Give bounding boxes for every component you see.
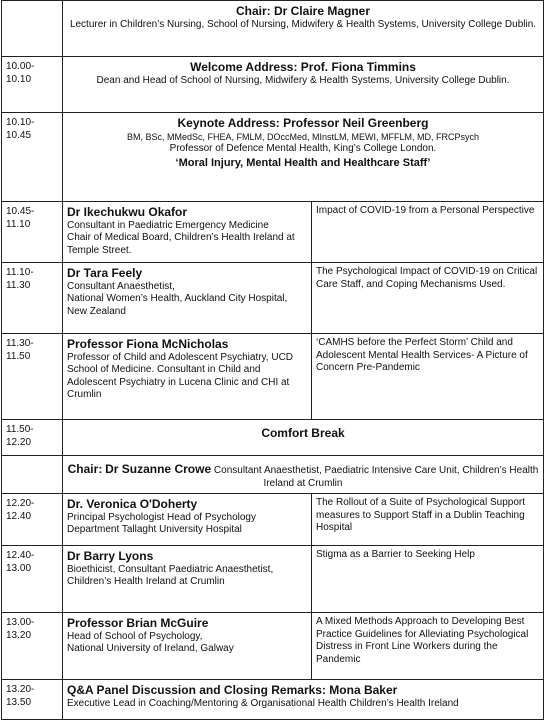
speaker-name: Dr Tara Feely [67, 266, 143, 280]
talk-cell: A Mixed Methods Approach to Developing Best Practice Guidelines for Alleviating Psychological Distress in Front Line Workers during the Pandemic [312, 613, 544, 680]
chair-cell [63, 456, 544, 494]
closing-description: Executive Lead in Coaching/Mentoring & Organisational Health Children’s Health Ireland [67, 697, 459, 709]
chair-row [2, 456, 544, 494]
speaker-name: Professor Fiona McNicholas [67, 337, 229, 351]
speaker-cell [63, 202, 312, 263]
speaker-cell [63, 263, 312, 334]
break-title: Comfort Break [261, 426, 345, 440]
time-cell [2, 1, 63, 57]
speaker-role: Principal Psychologist Head of Psychology Department Tallaght University Hospital [67, 511, 256, 535]
speaker-name: Dr. Veronica O'Doherty [67, 497, 198, 511]
speaker-role: Head of School of Psychology, National University of Ireland, Galway [67, 630, 234, 654]
time-cell: 10.45- 11.10 [2, 202, 63, 263]
keynote-qualifications: BM, BSc, MMedSc, FHEA, FMLM, DOccMed, MInstLM, MEWI, MFFLM, MD, FRCPsych [126, 131, 480, 142]
keynote-role: Professor of Defence Mental Health, King’s College London. [169, 143, 437, 154]
speaker-name: Dr Barry Lyons [67, 549, 154, 563]
chair-title: Chair: Dr Claire Magner [235, 4, 371, 18]
session-row [2, 202, 544, 263]
time-cell: 11.30- 11.50 [2, 334, 63, 420]
chair-name: Dr Suzanne Crowe [105, 462, 212, 476]
closing-cell [63, 680, 544, 720]
time-cell [2, 456, 63, 494]
speaker-cell [63, 546, 312, 613]
keynote-title: Keynote Address: Professor Neil Greenberg [177, 116, 429, 130]
time-cell: 13.20- 13.50 [2, 680, 63, 720]
time-cell: 10.00- 10.10 [2, 57, 63, 113]
chair-row [2, 1, 544, 57]
closing-row [2, 680, 544, 720]
time-cell: 12.40- 13.00 [2, 546, 63, 613]
time-cell: 10.10- 10.45 [2, 113, 63, 202]
speaker-cell [63, 494, 312, 546]
speaker-cell [63, 334, 312, 420]
chair-label: Chair: [67, 462, 103, 476]
keynote-talk-title: ‘Moral Injury, Mental Health and Healthcare Staff’ [175, 156, 431, 169]
closing-title: Q&A Panel Discussion and Closing Remarks: Mona Baker [67, 683, 398, 697]
speaker-role: Consultant Anaesthetist, National Women’s Health, Auckland City Hospital, New Zealand [67, 280, 288, 317]
speaker-role: Professor of Child and Adolescent Psychiatry, UCD School of Medicine. Consultant in Child and Adolescent Psychiatry in Lucena Clinic and CHI at Crumlin [67, 351, 294, 400]
session-row [2, 334, 544, 420]
speaker-name: Dr Ikechukwu Okafor [67, 205, 188, 219]
time-cell: 11.10- 11.30 [2, 263, 63, 334]
break-row [2, 420, 544, 456]
session-row [2, 546, 544, 613]
speaker-role: Bioethicist, Consultant Paediatric Anaesthetist, Children’s Health Ireland at Crumlin [67, 563, 274, 587]
speaker-name: Professor Brian McGuire [67, 616, 209, 630]
session-row [2, 494, 544, 546]
keynote-cell [63, 113, 544, 202]
session-row [2, 613, 544, 680]
welcome-row [2, 57, 544, 113]
speaker-role: Consultant in Paediatric Emergency Medicine Chair of Medical Board, Children’s Health Ireland at Temple Street. [67, 219, 295, 256]
time-cell: 11.50- 12.20 [2, 420, 63, 456]
talk-cell: Stigma as a Barrier to Seeking Help [312, 546, 544, 613]
chair-description: Consultant Anaesthetist, Paediatric Intensive Care Unit, Children’s Health Ireland at Crumlin [213, 465, 539, 489]
session-row [2, 263, 544, 334]
time-cell: 12.20- 12.40 [2, 494, 63, 546]
break-cell [63, 420, 544, 456]
time-cell: 13.00- 13.20 [2, 613, 63, 680]
talk-cell: ‘CAMHS before the Perfect Storm’ Child and Adolescent Mental Health Services- A Picture of Concern Pre-Pandemic [312, 334, 544, 420]
chair-description: Lecturer in Children’s Nursing, School of Nursing, Midwifery & Health Systems, University College Dublin. [69, 18, 537, 30]
talk-cell: The Rollout of a Suite of Psychological Support measures to Support Staff in a Dublin Teaching Hospital [312, 494, 544, 546]
welcome-description: Dean and Head of School of Nursing, Midwifery & Health Systems, University College Dublin. [96, 74, 510, 86]
speaker-cell [63, 613, 312, 680]
chair-cell [63, 1, 544, 57]
welcome-cell [63, 57, 544, 113]
welcome-title: Welcome Address: Prof. Fiona Timmins [190, 60, 416, 74]
talk-cell: The Psychological Impact of COVID-19 on Critical Care Staff, and Coping Mechanisms Used. [312, 263, 544, 334]
keynote-row [2, 113, 544, 202]
talk-cell: Impact of COVID-19 from a Personal Perspective [312, 202, 544, 263]
programme-table [1, 0, 544, 720]
